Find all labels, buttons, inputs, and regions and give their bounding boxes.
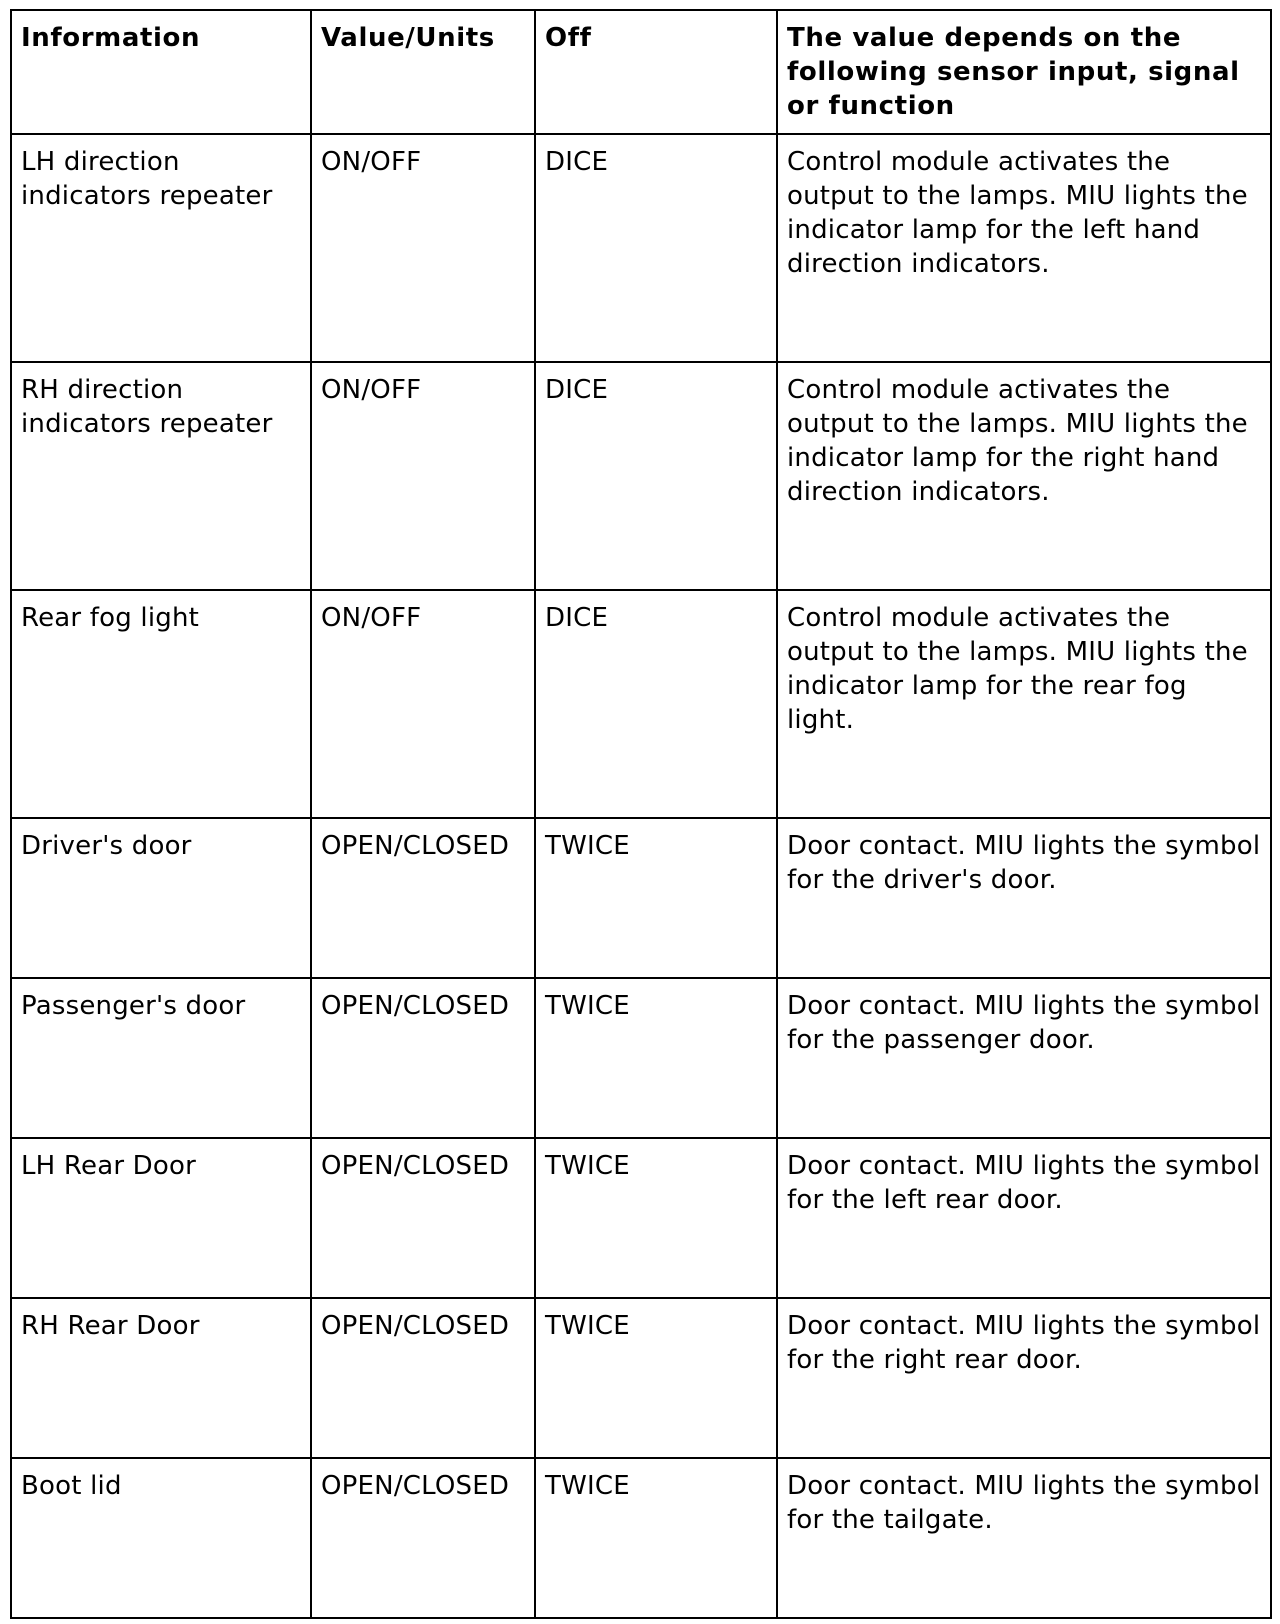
- header-off: Off: [535, 10, 777, 134]
- table-row: [11, 978, 1271, 1138]
- cell-description: Door contact. MIU lights the symbol for the tailgate.: [777, 1458, 1271, 1618]
- header-description: The value depends on the following sensor input, signal or function: [777, 10, 1271, 134]
- table-row: [11, 134, 1271, 362]
- cell-off: DICE: [535, 362, 777, 590]
- cell-off: TWICE: [535, 1138, 777, 1298]
- cell-value-units: OPEN/CLOSED: [311, 1298, 535, 1458]
- cell-information: LH Rear Door: [11, 1138, 311, 1298]
- cell-off: TWICE: [535, 978, 777, 1138]
- table-row: [11, 362, 1271, 590]
- cell-information: Boot lid: [11, 1458, 311, 1618]
- cell-description: Control module activates the output to the lamps. MIU lights the indicator lamp for the left hand direction indicators.: [777, 134, 1271, 362]
- cell-description: Control module activates the output to the lamps. MIU lights the indicator lamp for the right hand direction indicators.: [777, 362, 1271, 590]
- cell-description: Door contact. MIU lights the symbol for the driver's door.: [777, 818, 1271, 978]
- cell-value-units: ON/OFF: [311, 134, 535, 362]
- table-row: [11, 1458, 1271, 1618]
- cell-off: DICE: [535, 134, 777, 362]
- table-row: [11, 590, 1271, 818]
- cell-description: Door contact. MIU lights the symbol for the right rear door.: [777, 1298, 1271, 1458]
- cell-value-units: OPEN/CLOSED: [311, 978, 535, 1138]
- cell-value-units: OPEN/CLOSED: [311, 1458, 535, 1618]
- cell-off: TWICE: [535, 1298, 777, 1458]
- table-header-row: [11, 10, 1271, 134]
- table-row: [11, 1138, 1271, 1298]
- cell-description: Door contact. MIU lights the symbol for the passenger door.: [777, 978, 1271, 1138]
- cell-information: Driver's door: [11, 818, 311, 978]
- cell-off: DICE: [535, 590, 777, 818]
- cell-description: Control module activates the output to the lamps. MIU lights the indicator lamp for the rear fog light.: [777, 590, 1271, 818]
- header-value-units: Value/Units: [311, 10, 535, 134]
- table-row: [11, 1298, 1271, 1458]
- cell-off: TWICE: [535, 818, 777, 978]
- cell-information: RH direction indicators repeater: [11, 362, 311, 590]
- cell-information: RH Rear Door: [11, 1298, 311, 1458]
- header-information: Information: [11, 10, 311, 134]
- cell-information: LH direction indicators repeater: [11, 134, 311, 362]
- cell-description: Door contact. MIU lights the symbol for the left rear door.: [777, 1138, 1271, 1298]
- information-table: [10, 9, 1272, 1619]
- cell-value-units: ON/OFF: [311, 590, 535, 818]
- cell-value-units: OPEN/CLOSED: [311, 1138, 535, 1298]
- cell-information: Rear fog light: [11, 590, 311, 818]
- cell-value-units: OPEN/CLOSED: [311, 818, 535, 978]
- table-row: [11, 818, 1271, 978]
- cell-information: Passenger's door: [11, 978, 311, 1138]
- cell-value-units: ON/OFF: [311, 362, 535, 590]
- cell-off: TWICE: [535, 1458, 777, 1618]
